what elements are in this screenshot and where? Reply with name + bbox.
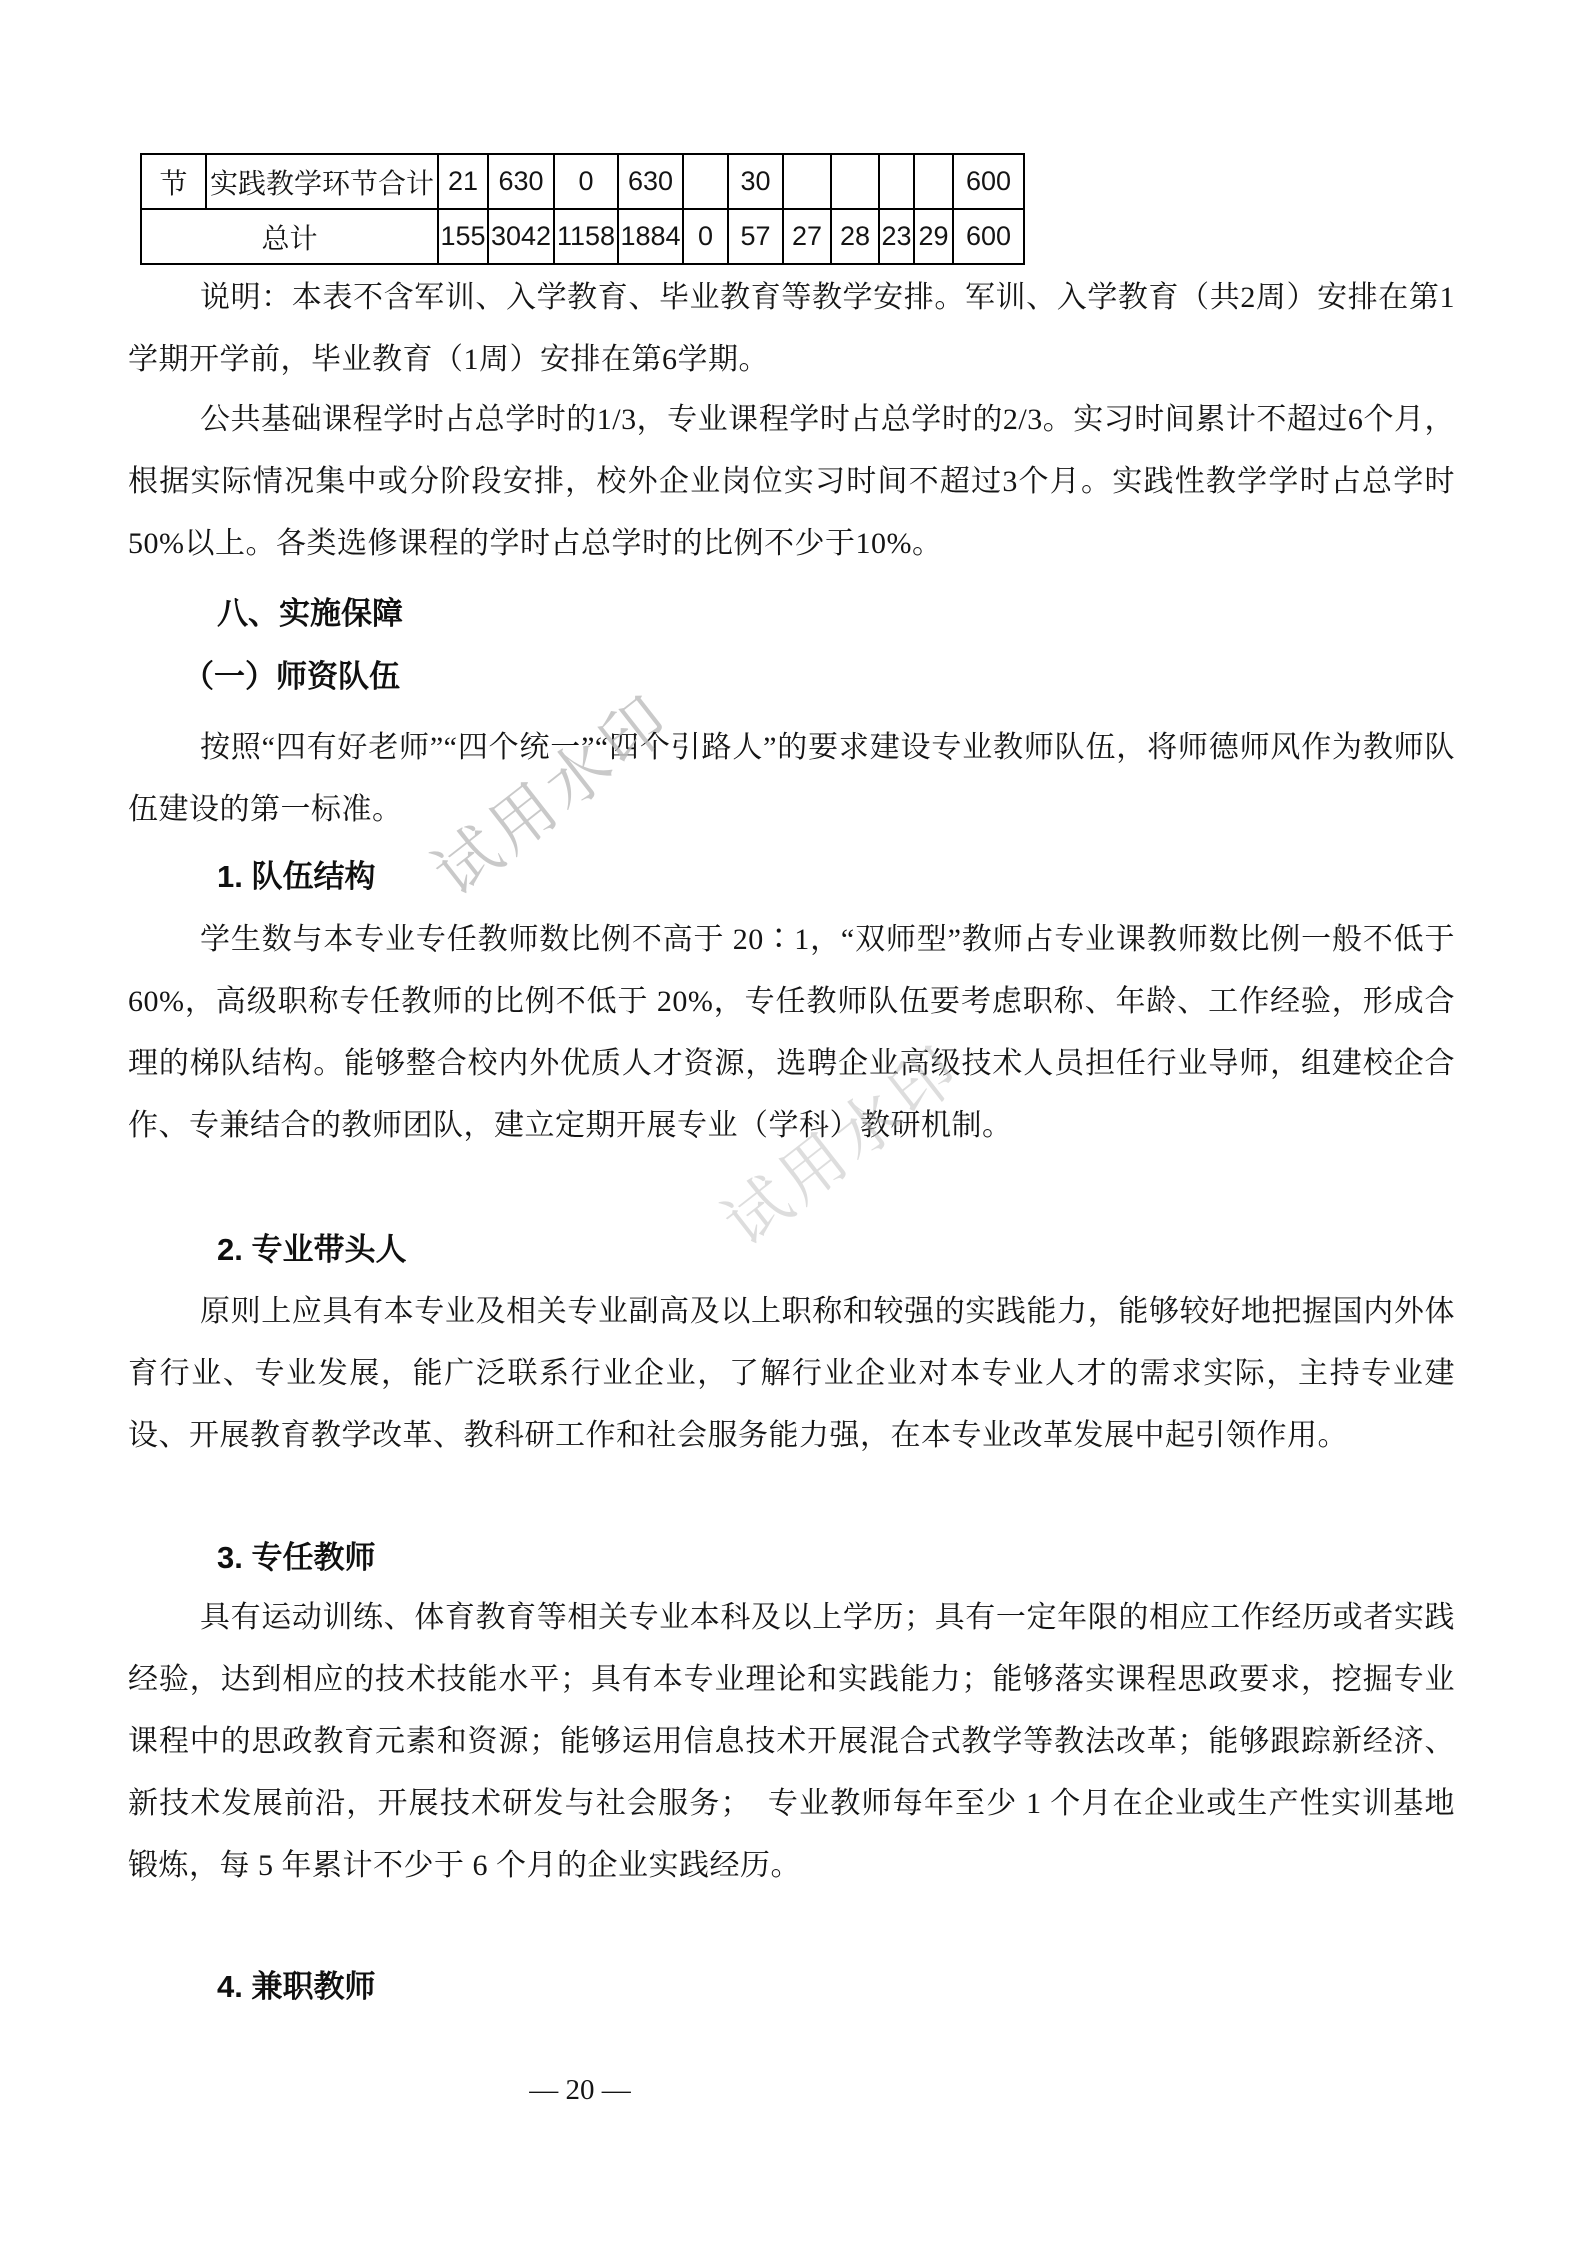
fulltime-teachers-paragraph: 具有运动训练、体育教育等相关专业本科及以上学历；具有一定年限的相应工作经历或者实践经验，达到相应的技术技能水平；具有本专业理论和实践能力；能够落实课程思政要求，挖掘专业课程中的思政教育元素和资源；能够运用信息技术开展混合式教学等教法改革；能够跟踪新经济、新技术发展前沿，开展技术研发与社会服务； 专业教师每年至少 1 个月在企业或生产性实训基地锻炼，每 5 年累计不少于 6 个月的企业实践经历。 xyxy=(128,1601,1455,1882)
table-cell: 630 xyxy=(618,154,683,209)
item-heading-team-structure: 1. 队伍结构 xyxy=(217,859,376,894)
subsection-heading-8-1: （一）师资队伍 xyxy=(183,659,400,694)
table-cell: 21 xyxy=(438,154,488,209)
table-cell: 3042 xyxy=(488,209,554,264)
item-heading-fulltime-teachers: 3. 专任教师 xyxy=(217,1540,376,1575)
table-cell: 节 xyxy=(141,154,206,209)
table-cell: 630 xyxy=(488,154,554,209)
table-cell: 1884 xyxy=(618,209,683,264)
trial-watermark: 试用水印 xyxy=(420,680,686,910)
table-cell xyxy=(831,154,879,209)
table-cell: 600 xyxy=(953,209,1024,264)
table-cell-row-label: 实践教学环节合计 xyxy=(206,154,438,209)
table-cell: 0 xyxy=(554,154,618,209)
table-cell: 23 xyxy=(879,209,914,264)
section-heading-8: 八、实施保障 xyxy=(217,596,403,631)
item-heading-parttime-teachers: 4. 兼职教师 xyxy=(217,1969,376,2004)
table-cell: 600 xyxy=(953,154,1024,209)
table-cell xyxy=(879,154,914,209)
table-cell: 0 xyxy=(683,209,728,264)
page-number: — 20 — xyxy=(529,2074,631,2106)
table-cell: 29 xyxy=(914,209,953,264)
team-structure-paragraph: 学生数与本专业专任教师数比例不高于 20∶1，“双师型”教师占专业课教师数比例一般不低于 60%，高级职称专任教师的比例不低于 20%，专任教师队伍要考虑职称、年龄、工作经验，形成合理的梯队结构。能够整合校内外优质人才资源，选聘企业高级技术人员担任行业导师，组建校企合作、专兼结合的教师团队，建立定期开展专业（学科）教研机制。 xyxy=(128,923,1455,1142)
table-cell xyxy=(783,154,831,209)
table-row-grand-total xyxy=(141,209,1024,264)
table-cell: 57 xyxy=(728,209,783,264)
table-cell: 1158 xyxy=(554,209,618,264)
table-cell-row-label: 总计 xyxy=(141,209,438,264)
teaching-plan-summary-table xyxy=(140,153,1025,265)
table-cell xyxy=(914,154,953,209)
table-cell: 28 xyxy=(831,209,879,264)
table-cell xyxy=(683,154,728,209)
teacher-team-intro-paragraph: 按照“四有好老师”“四个统一”“四个引路人”的要求建设专业教师队伍，将师德师风作为教师队伍建设的第一标准。 xyxy=(128,731,1455,826)
table-cell: 30 xyxy=(728,154,783,209)
trial-watermark: 试用水印 xyxy=(710,1030,976,1260)
hours-ratio-paragraph: 公共基础课程学时占总学时的1/3，专业课程学时占总学时的2/3。实习时间累计不超过6个月，根据实际情况集中或分阶段安排，校外企业岗位实习时间不超过3个月。实践性教学学时占总学时50%以上。各类选修课程的学时占总学时的比例不少于10%。 xyxy=(128,403,1455,560)
table-cell: 155 xyxy=(438,209,488,264)
program-leader-paragraph: 原则上应具有本专业及相关专业副高及以上职称和较强的实践能力，能够较好地把握国内外体育行业、专业发展，能广泛联系行业企业，了解行业企业对本专业人才的需求实际，主持专业建设、开展教育教学改革、教科研工作和社会服务能力强，在本专业改革发展中起引领作用。 xyxy=(128,1295,1455,1452)
table-row-practice-total xyxy=(141,154,1024,209)
note-paragraph: 说明：本表不含军训、入学教育、毕业教育等教学安排。军训、入学教育（共2周）安排在第1学期开学前，毕业教育（1周）安排在第6学期。 xyxy=(128,281,1455,376)
item-heading-program-leader: 2. 专业带头人 xyxy=(217,1232,407,1267)
table-cell: 27 xyxy=(783,209,831,264)
